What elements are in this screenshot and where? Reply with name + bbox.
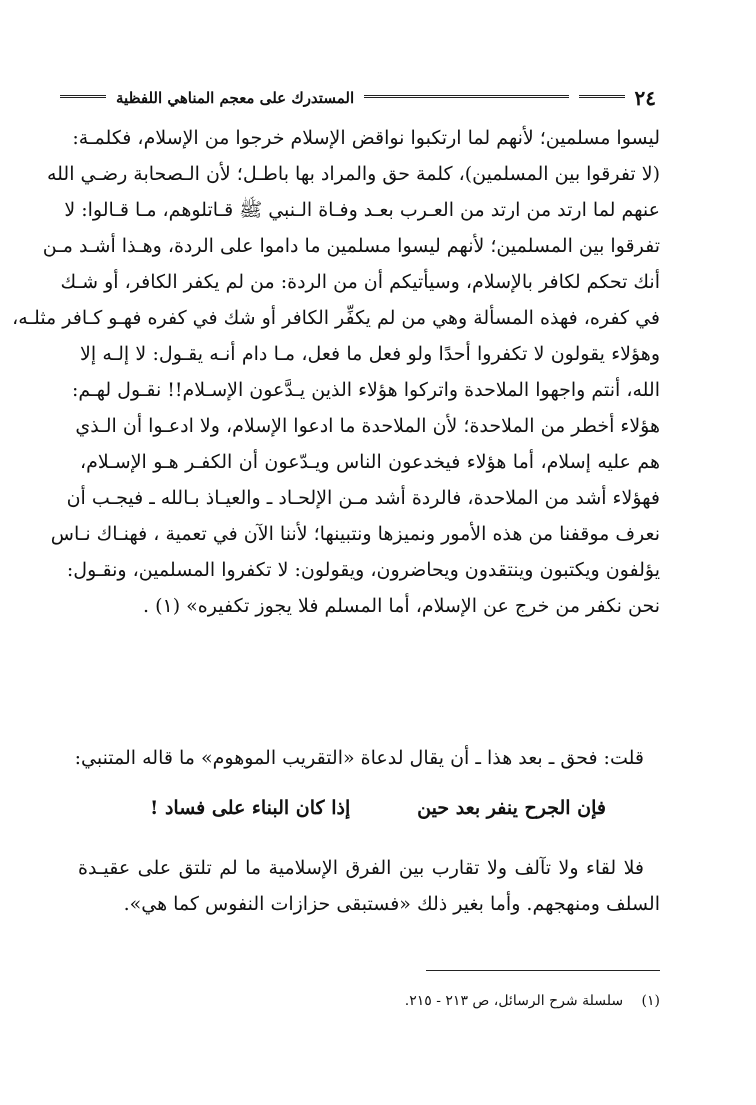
header-rule-end <box>60 95 106 101</box>
text-line: أنك تحكم لكافر بالإسلام، وسيأتيكم أن من الردة: من لم يكفر الكافر، أو شـك <box>60 271 660 293</box>
header-rule-short <box>579 95 625 101</box>
text-line: هم عليه إسلام، أما هؤلاء فيخدعون الناس ويـدّعون أن الكفـر هـو الإسـلام، <box>80 451 660 473</box>
text-line: عنهم لما ارتد من ارتد من العـرب بعـد وفـاة الـنبي ﷺ قـاتلوهم، مـا قـالوا: لا <box>64 199 660 221</box>
footnote-text: سلسلة شرح الرسائل، ص ٢١٣ - ٢١٥. <box>404 993 624 1009</box>
text-line: (لا تفرقوا بين المسلمين)، كلمة حق والمراد بها باطـل؛ لأن الـصحابة رضـي الله <box>46 163 660 185</box>
running-title: المستدرك على معجم المناهي اللفظية <box>116 89 355 107</box>
text-line: فلا لقاء ولا تآلف ولا تقارب بين الفرق الإسلامية ما لم تلتق على عقيـدة <box>78 857 644 879</box>
verse-first-hemistich: فإن الجرح ينفر بعد حين <box>417 797 606 819</box>
text-line: في كفره، فهذه المسألة وهي من لم يكفِّر الكافر أو شك في كفره فهـو كـافر مثلـه، <box>12 307 660 329</box>
footnote <box>200 990 660 1012</box>
footnote-separator <box>426 970 660 971</box>
text-line: يؤلفون ويكتبون وينتقدون ويحاضرون، ويقولون: لا تكفروا المسلمين، ونقـول: <box>66 559 660 581</box>
text-line: فهؤلاء أشد من الملاحدة، فالردة أشد مـن الإلحـاد ـ والعيـاذ بـالله ـ فيجـب أن <box>66 487 660 509</box>
text-line: الله، أنتم واجهوا الملاحدة واتركوا هؤلاء الذين يـدَّعون الإسـلام!! نقـول لهـم: <box>71 379 660 401</box>
qalt-paragraph: قلت: فحق ـ بعد هذا ـ أن يقال لدعاة «التقريب الموهوم» ما قاله المتنبي: <box>74 747 644 769</box>
verse-second-hemistich: إذا كان البناء على فساد ! <box>150 797 351 819</box>
closing-paragraph <box>78 850 660 922</box>
text-line: نحن نكفر من خرج عن الإسلام، أما المسلم فلا يجوز تكفيره» (١) . <box>143 595 660 617</box>
text-line: ليسوا مسلمين؛ لأنهم لما ارتكبوا نواقض الإسلام خرجوا من الإسلام، فكلمـة: <box>72 127 660 149</box>
poetry-verse <box>150 790 606 826</box>
page-number: ٢٤ <box>634 86 656 110</box>
text-line: نعرف موقفنا من هذه الأمور ونميزها ونتبينها؛ لأننا الآن في تعمية ، فهنـاك نـاس <box>50 523 660 545</box>
text-line: وهؤلاء يقولون لا تكفروا أحدًا ولو فعل ما فعل، مـا دام أنـه يقـول: لا إلـه إلا <box>80 343 660 365</box>
header-rule-long <box>364 95 568 101</box>
text-line: تفرقوا بين المسلمين؛ لأنهم ليسوا مسلمين ما داموا على الردة، وهـذا أشـد مـن <box>42 235 660 257</box>
running-header <box>60 84 656 112</box>
footnote-marker: (١) <box>641 993 660 1009</box>
text-line: السلف ومنهجهم. وأما بغير ذلك «فستبقى حزازات النفوس كما هي». <box>123 893 660 915</box>
text-line: هؤلاء أخطر من الملاحدة؛ لأن الملاحدة ما ادعوا الإسلام، ولا ادعـوا أن الـذي <box>75 415 660 437</box>
main-paragraph <box>12 120 660 624</box>
